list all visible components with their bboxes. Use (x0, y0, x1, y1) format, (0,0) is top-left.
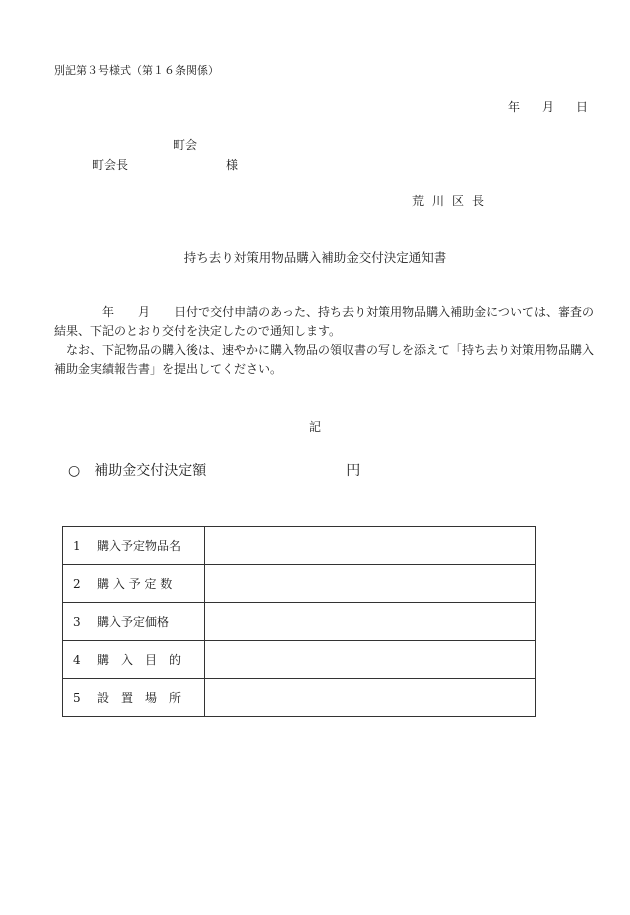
row-number: 4 (73, 653, 81, 667)
ki-heading: 記 (308, 420, 321, 434)
row-label-text: 購 入 目 的 (97, 653, 182, 667)
date-day: 日 (575, 100, 588, 114)
row-label-text: 購 入 予 定 数 (97, 577, 173, 591)
row-value-cell[interactable] (205, 641, 536, 679)
addressee-head: 町会長 (92, 158, 129, 172)
row-value-cell[interactable] (205, 565, 536, 603)
addressee-council: 町会 (173, 138, 198, 152)
row-value-cell[interactable] (205, 527, 536, 565)
table-row (63, 565, 536, 603)
row-value-cell[interactable] (205, 679, 536, 717)
date-year: 年 (507, 100, 520, 114)
amount-label: 補助金交付決定額 (94, 463, 207, 479)
row-label-text: 設 置 場 所 (97, 691, 182, 705)
row-label-text: 購入予定価格 (97, 615, 170, 629)
body-paragraph-1: 年 月 日付で交付申請のあった、持ち去り対策用物品購入補助金については、審査の結果、下記のとおり交付を決定したので通知します。 (54, 305, 594, 338)
date-line (508, 98, 588, 115)
table-row (63, 641, 536, 679)
circle-bullet-icon: ○ (68, 463, 81, 479)
row-label (63, 527, 205, 565)
sender: 荒川区長 (412, 194, 493, 208)
table-row (63, 603, 536, 641)
row-label (63, 565, 205, 603)
row-number: 3 (73, 615, 81, 629)
row-label-text: 購入予定物品名 (97, 539, 182, 553)
row-number: 1 (73, 539, 81, 553)
row-label (63, 679, 205, 717)
row-number: 2 (73, 577, 81, 591)
items-table (62, 526, 536, 717)
date-month: 月 (541, 100, 554, 114)
row-value-cell[interactable] (205, 603, 536, 641)
form-number: 別記第３号様式（第１６条関係） (54, 64, 219, 77)
row-number: 5 (73, 691, 81, 705)
addressee-line (92, 156, 238, 173)
body-paragraph-2: なお、下記物品の購入後は、速やかに購入物品の領収書の写しを添えて「持ち去り対策用物品購入補助金実績報告書」を提出してください。 (54, 343, 595, 376)
table-row (63, 527, 536, 565)
addressee-honorific: 様 (226, 158, 239, 172)
amount-line (68, 460, 360, 480)
body-text (54, 303, 594, 379)
amount-unit: 円 (346, 463, 361, 479)
document-title: 持ち去り対策用物品購入補助金交付決定通知書 (183, 250, 447, 265)
table-row (63, 679, 536, 717)
row-label (63, 603, 205, 641)
row-label (63, 641, 205, 679)
